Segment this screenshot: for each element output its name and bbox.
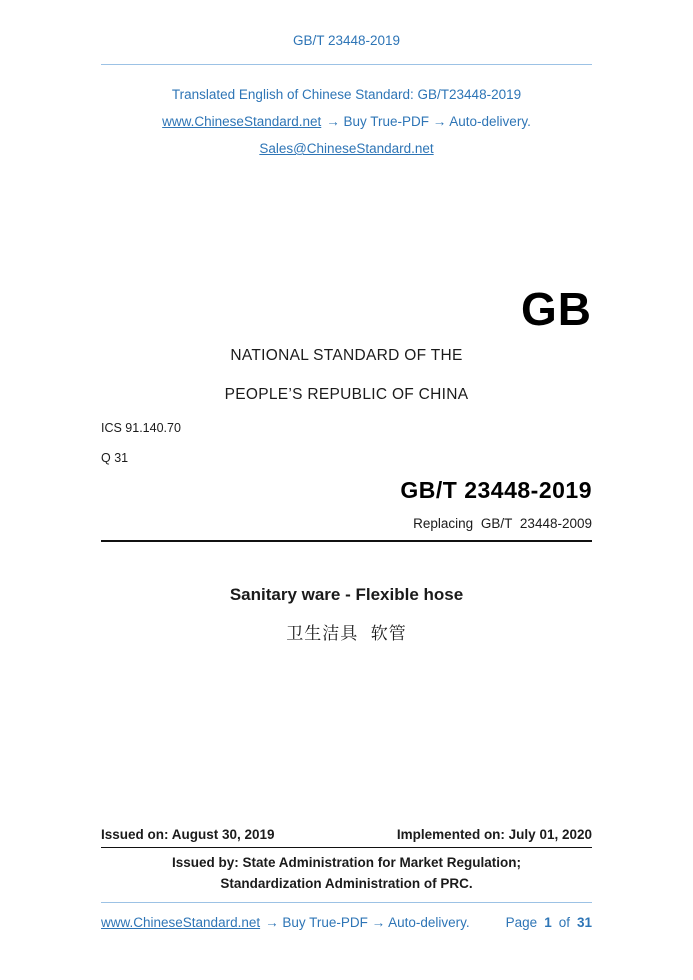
issue-divider	[101, 847, 592, 848]
website-link[interactable]: www.ChineseStandard.net	[162, 114, 322, 129]
national-standard-line-1: NATIONAL STANDARD OF THE	[230, 347, 463, 364]
standard-title-chinese: 卫生洁具 软管	[286, 624, 407, 644]
footer-divider	[101, 902, 592, 903]
page-footer	[0, 902, 693, 930]
standard-number: GB/T 23448-2019	[400, 477, 592, 503]
buy-tail-text: → Buy True-PDF → Auto-delivery.	[326, 114, 531, 129]
translated-standard-line: Translated English of Chinese Standard: GB/T23448-2019	[171, 87, 522, 102]
sales-email-link[interactable]: Sales@ChineseStandard.net	[259, 141, 434, 156]
footer-row	[101, 915, 592, 930]
buy-line	[101, 114, 592, 129]
page-content	[0, 33, 693, 891]
email-line	[101, 141, 592, 156]
footer-buy-tail-text: → Buy True-PDF → Auto-delivery.	[265, 915, 470, 930]
replacing-note: Replacing GB/T 23448-2009	[413, 516, 592, 531]
standard-number-divider	[101, 540, 592, 542]
page-current: 1	[544, 915, 552, 930]
gb-logo-text: GB	[521, 283, 592, 335]
classification-code: Q 31	[101, 451, 129, 465]
standard-title-english: Sanitary ware - Flexible hose	[229, 585, 464, 604]
running-header-doc-code: GB/T 23448-2019	[292, 33, 401, 48]
footer-website-link[interactable]: www.ChineseStandard.net	[101, 915, 261, 930]
issued-by-line-1: Issued by: State Administration for Market Regulation;	[171, 855, 522, 870]
national-standard-line-2: PEOPLE’S REPUBLIC OF CHINA	[224, 386, 469, 403]
issued-on-date: Issued on: August 30, 2019	[101, 827, 275, 842]
page-of-label: of	[558, 915, 570, 930]
header-divider	[101, 64, 592, 65]
issue-dates-row	[101, 827, 592, 842]
page-label: Page	[505, 915, 538, 930]
page-total: 31	[576, 915, 592, 930]
page-number	[506, 915, 592, 930]
ics-code: ICS 91.140.70	[101, 421, 181, 435]
issued-by-line-2: Standardization Administration of PRC.	[220, 876, 473, 891]
footer-buy-line	[101, 915, 470, 930]
implemented-on-date: Implemented on: July 01, 2020	[396, 827, 592, 842]
